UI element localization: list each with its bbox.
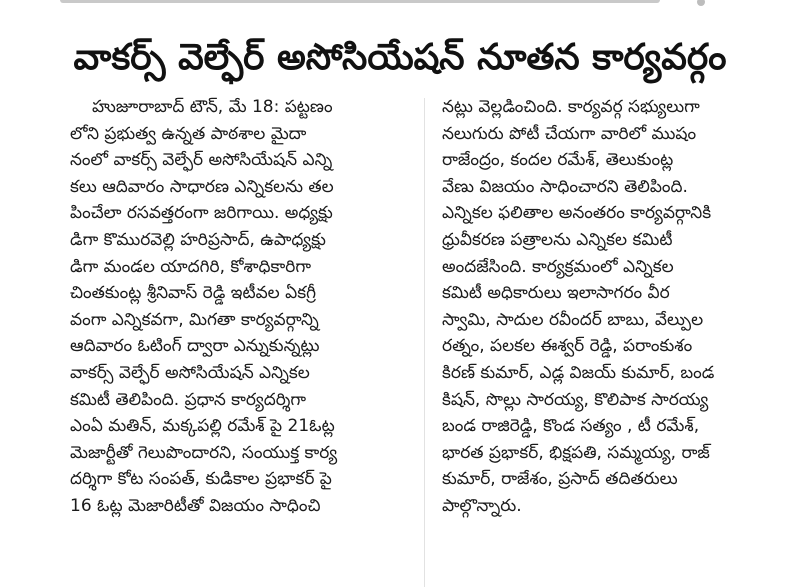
article-column-left bbox=[70, 94, 410, 520]
text-line: స్వామి, సాదుల రవీందర్ బాబు, వేల్పుల bbox=[442, 309, 704, 330]
text-line: పాల్గొన్నారు. bbox=[442, 495, 522, 516]
text-line: నలుగురు పోటీ చేయగా వారిలో ముషం bbox=[442, 123, 697, 144]
text-line: కమిటీ అధికారులు ఇలాసాగరం వీర bbox=[442, 283, 670, 304]
text-line: కిరణ్ కుమార్, ఎడ్ల విజయ్ కుమార్, బండ bbox=[442, 362, 715, 383]
cropped-text-band bbox=[60, 0, 660, 3]
text-line: భారత ప్రభాకర్, భిక్షపతి, సమ్మయ్య, రాజ్ bbox=[442, 442, 710, 463]
text-line: చింతకుంట్ల శ్రీనివాస్ రెడ్డి ఇటీవల ఏకగ్రీ bbox=[70, 283, 316, 304]
text-line: రాజేంద్రం, కందల రమేశ్, తెలుకుంట్ల bbox=[442, 150, 674, 171]
text-line: కమిటీ తెలిపింది. ప్రధాన కార్యదర్శిగా bbox=[70, 389, 307, 410]
article-headline: వాకర్స్ వెల్ఫేర్ అసోసియేషన్ నూతన కార్యవర్గం bbox=[73, 37, 727, 78]
column-divider bbox=[424, 98, 425, 587]
text-line: నట్లు వెల్లడించింది. కార్యవర్గ సభ్యులుగా bbox=[442, 97, 700, 117]
text-line: వంగా ఎన్నికవగా, మిగతా కార్యవర్గాన్ని bbox=[70, 309, 319, 330]
text-line: మెజార్టీతో గెలుపొందారని, సంయుక్త కార్య bbox=[70, 442, 338, 463]
text-line: నంలో వాకర్స్ వెల్ఫేర్ అసోసియేషన్ ఎన్ని bbox=[70, 150, 333, 171]
article-column-right bbox=[442, 94, 782, 520]
text-line: బండ రాజిరెడ్డి, కొండ సత్యం , టీ రమేశ్, bbox=[442, 416, 700, 437]
previous-article-fragment bbox=[0, 0, 800, 14]
text-line: కుమార్, రాజేశం, ప్రసాద్ తదితరులు bbox=[442, 469, 678, 490]
text-line: కలు ఆదివారం సాధారణ ఎన్నికలను తల bbox=[70, 176, 334, 197]
text-line: వాకర్స్ వెల్ఫేర్ అసోసియేషన్ ఎన్నికల bbox=[70, 362, 310, 383]
text-line: ఎంఏ మతిన్, మక్కపల్లి రమేశ్ పై 21ఓట్ల bbox=[70, 416, 335, 437]
cropped-glyph bbox=[697, 0, 705, 6]
text-line: అందజేసింది. కార్యక్రమంలో ఎన్నికల bbox=[442, 256, 674, 277]
text-line: పించేలా రసవత్తరంగా జరిగాయి. అధ్యక్షు bbox=[70, 203, 333, 224]
text-line: డిగా మండల యాదగిరి, కోశాధికారిగా bbox=[70, 256, 311, 277]
text-line: కిషన్, సొల్లు సారయ్య, కొలిపాక సారయ్య bbox=[442, 389, 709, 410]
text-line: ధ్రువీకరణ పత్రాలను ఎన్నికల కమిటీ bbox=[442, 229, 673, 250]
text-line: 16 ఓట్ల మెజారిటీతో విజయం సాధించి bbox=[70, 495, 321, 516]
text-line: లోని ప్రభుత్వ ఉన్నత పాఠశాల మైదా bbox=[70, 123, 307, 144]
text-line: ఆదివారం ఓటింగ్ ద్వారా ఎన్నుకున్నట్లు bbox=[70, 336, 320, 357]
text-line: రత్నం, పలకల ఈశ్వర్ రెడ్డి, పరాంకుశం bbox=[442, 336, 693, 357]
text-line: హుజూరాబాద్ టౌన్, మే 18: పట్టణం bbox=[92, 97, 333, 117]
text-line: ఎన్నికల ఫలితాల అనంతరం కార్యవర్గానికి bbox=[442, 203, 712, 224]
text-line: డిగా కొమురవెల్లి హరిప్రసాద్, ఉపాధ్యక్షు bbox=[70, 229, 326, 250]
text-line: దర్శిగా కోట సంపత్, కుడికాల ప్రభాకర్ పై bbox=[70, 469, 332, 490]
text-line: వేణు విజయం సాధించారని తెలిపింది. bbox=[442, 176, 688, 197]
